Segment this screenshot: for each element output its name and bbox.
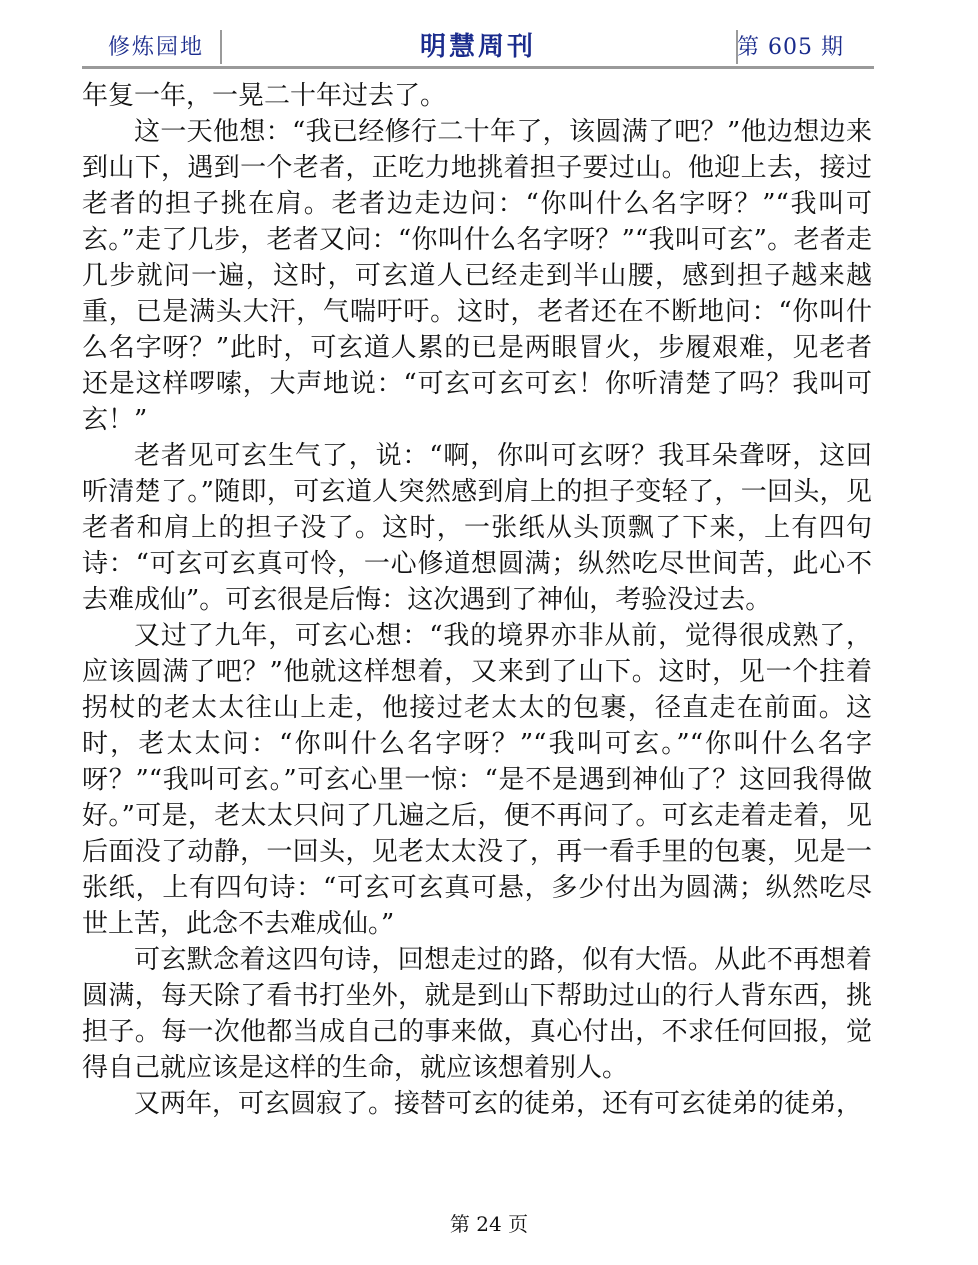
paragraph-4: 又过了九年，可玄心想：“我的境界亦非从前，觉得很成熟了，应该圆满了吧？”他就这样想着，又来到了山下。这时，见一个拄着拐杖的老太太往山上走，他接过老太太的包裹，径直走在前面。这时，老太太问：“你叫什么名字呀？”“我叫可玄。”“你叫什么名字呀？”“我叫可玄。”可玄心里一惊：“是不是遇到神仙了？这回我得做好。”可是，老太太只问了几遍之后，便不再问了。可玄走着走着，见后面没了动静，一回头，见老太太没了，再一看手里的包裹，见是一张纸，上有四句诗：“可玄可玄真可悬，多少付出为圆满；纵然吃尽世上苦，此念不去难成仙。”: [82, 621, 872, 939]
paragraph-6: 又两年，可玄圆寂了。接替可玄的徒弟，还有可玄徒弟的徒弟，: [134, 1089, 863, 1119]
paragraph-1: 年复一年，一晃二十年过去了。: [82, 81, 447, 111]
page-number: 第 24 页: [449, 1212, 529, 1236]
page-header: [82, 26, 874, 66]
paragraph-3: 老者见可玄生气了，说：“啊，你叫可玄呀？我耳朵聋呀，这回听清楚了。”随即，可玄道人突然感到肩上的担子变轻了，一回头，见老者和肩上的担子没了。这时，一张纸从头顶飘了下来，上有四句诗：“可玄可玄真可怜，一心修道想圆满；纵然吃尽世间苦，此心不去难成仙”。可玄很是后悔：这次遇到了神仙，考验没过去。: [82, 441, 872, 615]
paragraph-5: 可玄默念着这四句诗，回想走过的路，似有大悟。从此不再想着圆满，每天除了看书打坐外，就是到山下帮助过山的行人背东西，挑担子。每一次他都当成自己的事来做，真心付出，不求任何回报，觉得自己就应该是这样的生命，就应该想着别人。: [82, 945, 872, 1083]
publication-title: 明慧周刊: [419, 32, 536, 62]
section-label: 修炼园地: [108, 35, 205, 60]
issue-label: 第 605 期: [737, 35, 844, 60]
article-body: [82, 78, 872, 1122]
header-rule: [82, 66, 874, 69]
paragraph-2: 这一天他想：“我已经修行二十年了，该圆满了吧？”他边想边来到山下，遇到一个老者，正吃力地挑着担子要过山。他迎上去，接过老者的担子挑在肩。老者边走边问：“你叫什么名字呀？”“我叫可玄。”走了几步，老者又问：“你叫什么名字呀？”“我叫可玄”。老者走几步就问一遍，这时，可玄道人已经走到半山腰，感到担子越来越重，已是满头大汗，气喘吁吁。这时，老者还在不断地问：“你叫什么名字呀？”此时，可玄道人累的已是两眼冒火，步履艰难，见老者还是这样啰嗦，大声地说：“可玄可玄可玄！你听清楚了吗？我叫可玄！”: [82, 117, 872, 435]
